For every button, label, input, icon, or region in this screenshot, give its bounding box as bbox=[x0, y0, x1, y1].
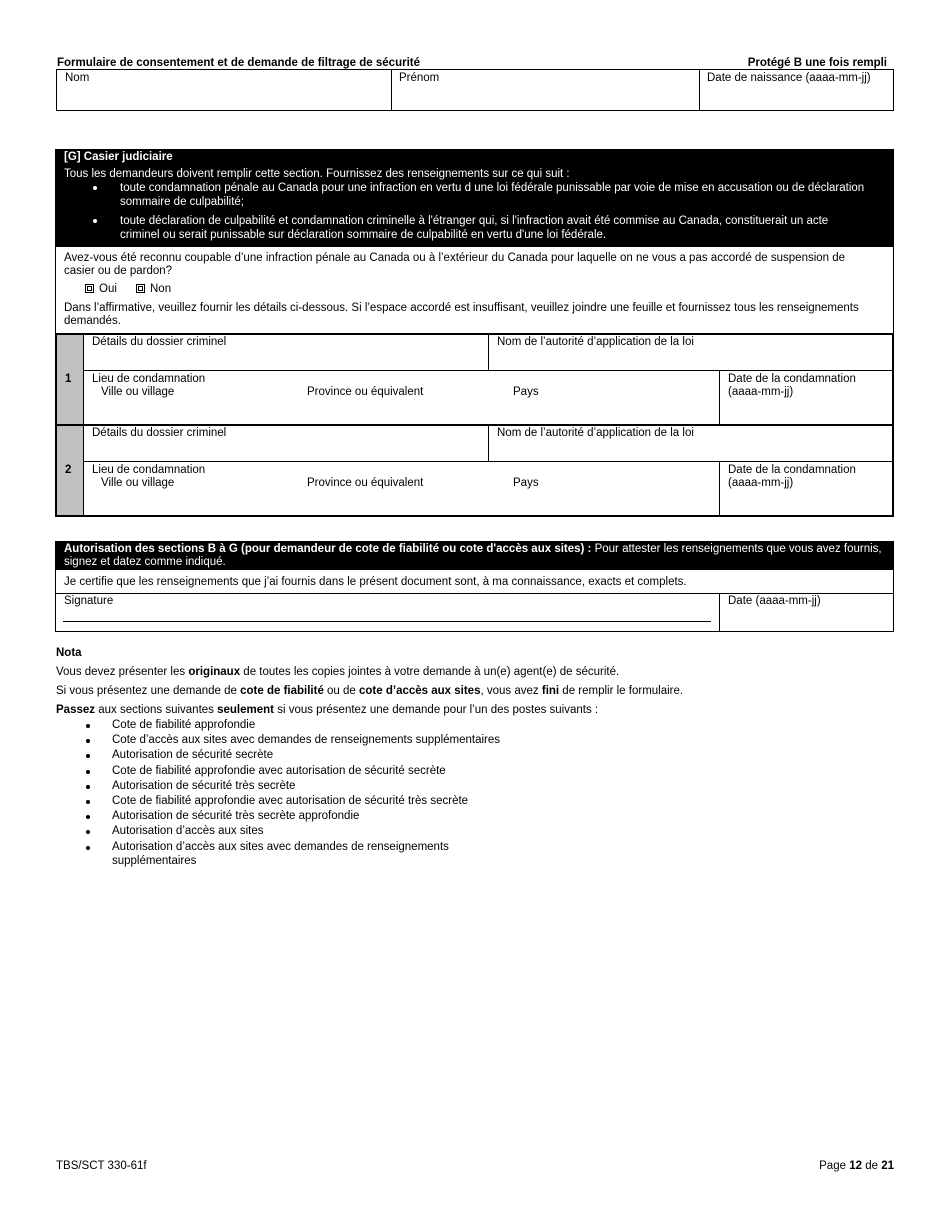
bullet-dot bbox=[86, 800, 90, 804]
list-item: Autorisation d’accès aux sites bbox=[112, 825, 264, 837]
record-2-province-input[interactable] bbox=[300, 491, 500, 514]
section-g-bullet-2a: toute déclaration de culpabilité et condamnation criminelle à l'étranger qui, si l'infraction avait été commise au Canada, constituerait un acte bbox=[120, 215, 829, 227]
bullet-dot bbox=[86, 815, 90, 819]
divider bbox=[55, 593, 894, 594]
nota-p2-bold1: cote de fiabilité bbox=[240, 685, 324, 697]
record-date-format: (aaaa-mm-jj) bbox=[728, 477, 794, 489]
record-authority-label: Nom de l’autorité d’application de la loi bbox=[497, 336, 694, 348]
section-g-header bbox=[55, 149, 894, 247]
page-indicator bbox=[819, 1160, 894, 1173]
bullet-dot bbox=[86, 739, 90, 743]
authorization-title bbox=[64, 543, 882, 556]
nota-p3-bold1: Passez bbox=[56, 704, 96, 716]
record-date-format: (aaaa-mm-jj) bbox=[728, 386, 794, 398]
nota-p2-pre: Si vous présentez une demande de bbox=[56, 685, 241, 697]
record-authority-label: Nom de l’autorité d’application de la loi bbox=[497, 427, 694, 439]
bullet-dot bbox=[93, 186, 97, 190]
record-2-authority-input[interactable] bbox=[490, 441, 891, 460]
form-code: TBS/SCT 330-61f bbox=[56, 1160, 147, 1172]
nota-p2-mid1: ou de bbox=[323, 685, 360, 697]
protection-level: Protégé B une fois rempli bbox=[747, 57, 887, 69]
section-g-bullet-2b: criminel ou serait punissable sur déclaration sommaire de culpabilité en vertu d'une loi fédérale. bbox=[120, 229, 607, 241]
record-2-city-input[interactable] bbox=[85, 491, 295, 514]
record-province-label: Province ou équivalent bbox=[307, 386, 424, 398]
record-2-details-input[interactable] bbox=[85, 441, 487, 460]
divider bbox=[84, 370, 892, 371]
record-details-label: Détails du dossier criminel bbox=[92, 427, 227, 439]
signature-label: Signature bbox=[64, 595, 114, 607]
list-item: Autorisation de sécurité très secrète bbox=[112, 780, 296, 792]
bullet-dot bbox=[86, 770, 90, 774]
page-total: 21 bbox=[881, 1160, 894, 1172]
list-item: Cote de fiabilité approfondie avec autorisation de sécurité très secrète bbox=[112, 795, 469, 807]
nota-p2-mid2: , vous avez bbox=[480, 685, 542, 697]
list-item: Autorisation d’accès aux sites avec demandes de renseignements bbox=[112, 841, 449, 853]
bullet-dot bbox=[93, 219, 97, 223]
details-instruction-2: demandés. bbox=[64, 315, 121, 327]
authorization-title-bold: Autorisation des sections B à G (pour demandeur de cote de fiabilité ou cote d'accès aux sites) : bbox=[64, 543, 592, 555]
certification-text: Je certifie que les renseignements que j’ai fournis dans le présent document sont, à ma connaissance, exacts et complets. bbox=[64, 576, 687, 588]
nota-p2-bold2: cote d’accès aux sites bbox=[359, 685, 481, 697]
field-nom-label: Nom bbox=[65, 72, 90, 84]
divider bbox=[719, 371, 720, 424]
section-g-title: [G] Casier judiciaire bbox=[64, 151, 173, 163]
page-of: de bbox=[865, 1160, 878, 1172]
record-1-date-input[interactable] bbox=[721, 400, 891, 423]
option-yes[interactable] bbox=[84, 283, 124, 297]
record-1-city-input[interactable] bbox=[85, 400, 295, 423]
list-item: Cote d’accès aux sites avec demandes de renseignements supplémentaires bbox=[112, 734, 501, 746]
form-title: Formulaire de consentement et de demande de filtrage de sécurité bbox=[57, 57, 420, 69]
table-border bbox=[55, 333, 894, 335]
record-country-label: Pays bbox=[513, 477, 539, 489]
record-date-label: Date de la condamnation bbox=[728, 373, 856, 385]
prenom-input[interactable] bbox=[392, 85, 698, 110]
record-place-label: Lieu de condamnation bbox=[92, 373, 206, 385]
nota-p3-mid: aux sections suivantes bbox=[95, 704, 218, 716]
record-divider bbox=[55, 424, 894, 426]
nota-paragraph-2 bbox=[56, 685, 683, 699]
no-checkbox[interactable] bbox=[136, 284, 145, 293]
divider bbox=[719, 593, 720, 631]
authorization-title-rest: Pour attester les renseignements que vous avez fournis, bbox=[591, 543, 882, 555]
bullet-dot bbox=[86, 785, 90, 789]
bullet-dot bbox=[86, 846, 90, 850]
nota-p1-post: de toutes les copies jointes à votre demande à un(e) agent(e) de sécurité. bbox=[240, 666, 620, 678]
record-number: 2 bbox=[65, 464, 72, 476]
option-no[interactable] bbox=[135, 283, 180, 297]
table-border bbox=[55, 515, 894, 517]
record-1-country-input[interactable] bbox=[505, 400, 717, 423]
record-place-label: Lieu de condamnation bbox=[92, 464, 206, 476]
nota-title: Nota bbox=[56, 647, 82, 659]
record-province-label: Province ou équivalent bbox=[307, 477, 424, 489]
signature-field[interactable] bbox=[63, 606, 711, 621]
nota-p2-post: de remplir le formulaire. bbox=[559, 685, 684, 697]
page-number: 12 bbox=[849, 1160, 862, 1172]
question-text-1: Avez-vous été reconnu coupable d’une infraction pénale au Canada ou à l’extérieur du Canada pour laquelle on ne vous a pas accordé de suspension de bbox=[64, 252, 846, 264]
authorization-header bbox=[55, 541, 894, 570]
divider bbox=[83, 335, 84, 515]
authorization-title-line2: signez et datez comme indiqué. bbox=[64, 556, 226, 568]
section-g-bullet-1a: toute condamnation pénale au Canada pour une infraction en vertu d une loi fédérale punissable par voie de mise en accusation ou de déclaration bbox=[120, 182, 865, 194]
field-dob-label: Date de naissance (aaaa-mm-jj) bbox=[707, 72, 871, 84]
divider bbox=[719, 462, 720, 515]
date-label: Date (aaaa-mm-jj) bbox=[728, 595, 821, 607]
section-g-bullet-1b: sommaire de culpabilité; bbox=[120, 196, 245, 208]
yes-label: Oui bbox=[99, 283, 117, 295]
record-1-details-input[interactable] bbox=[85, 350, 487, 369]
list-item: Cote de fiabilité approfondie bbox=[112, 719, 256, 731]
list-item: Autorisation de sécurité secrète bbox=[112, 749, 274, 761]
record-2-date-input[interactable] bbox=[721, 491, 891, 514]
record-number: 1 bbox=[65, 373, 72, 385]
signature-line bbox=[63, 621, 711, 622]
bullet-dot bbox=[86, 830, 90, 834]
nota-p3-bold2: seulement bbox=[217, 704, 274, 716]
record-date-label: Date de la condamnation bbox=[728, 464, 856, 476]
bullet-dot bbox=[86, 754, 90, 758]
divider bbox=[488, 426, 489, 461]
bullet-dot bbox=[86, 724, 90, 728]
signature-date-input[interactable] bbox=[721, 608, 891, 630]
dob-input[interactable] bbox=[700, 85, 893, 110]
record-2-country-input[interactable] bbox=[505, 491, 717, 514]
record-1-province-input[interactable] bbox=[300, 400, 500, 423]
yes-checkbox[interactable] bbox=[85, 284, 94, 293]
page-word: Page bbox=[819, 1160, 846, 1172]
record-city-label: Ville ou village bbox=[101, 477, 175, 489]
divider bbox=[488, 335, 489, 370]
section-g-intro: Tous les demandeurs doivent remplir cette section. Fournissez des renseignements sur ce qui suit : bbox=[64, 168, 570, 180]
nota-p3-post: si vous présentez une demande pour l’un des postes suivants : bbox=[274, 704, 599, 716]
nota-p1-pre: Vous devez présenter les bbox=[56, 666, 189, 678]
details-instruction-1: Dans l’affirmative, veuillez fournir les détails ci-dessous. Si l’espace accordé est insuffisant, veuillez joindre une feuille et fournissez tous les renseignements bbox=[64, 302, 859, 314]
divider bbox=[84, 461, 892, 462]
no-label: Non bbox=[150, 283, 172, 295]
record-city-label: Ville ou village bbox=[101, 386, 175, 398]
record-country-label: Pays bbox=[513, 386, 539, 398]
record-1-authority-input[interactable] bbox=[490, 350, 891, 369]
nota-paragraph-3 bbox=[56, 704, 598, 718]
nom-input[interactable] bbox=[57, 85, 390, 110]
nota-paragraph-1 bbox=[56, 666, 619, 680]
nota-p2-bold3: fini bbox=[541, 685, 560, 697]
nota-p1-bold: originaux bbox=[188, 666, 241, 678]
list-item: Cote de fiabilité approfondie avec autorisation de sécurité secrète bbox=[112, 765, 446, 777]
field-prenom-label: Prénom bbox=[399, 72, 440, 84]
list-item: Autorisation de sécurité très secrète approfondie bbox=[112, 810, 360, 822]
record-details-label: Détails du dossier criminel bbox=[92, 336, 227, 348]
question-text-2: casier ou de pardon? bbox=[64, 265, 173, 277]
list-item-continuation: supplémentaires bbox=[112, 855, 197, 867]
